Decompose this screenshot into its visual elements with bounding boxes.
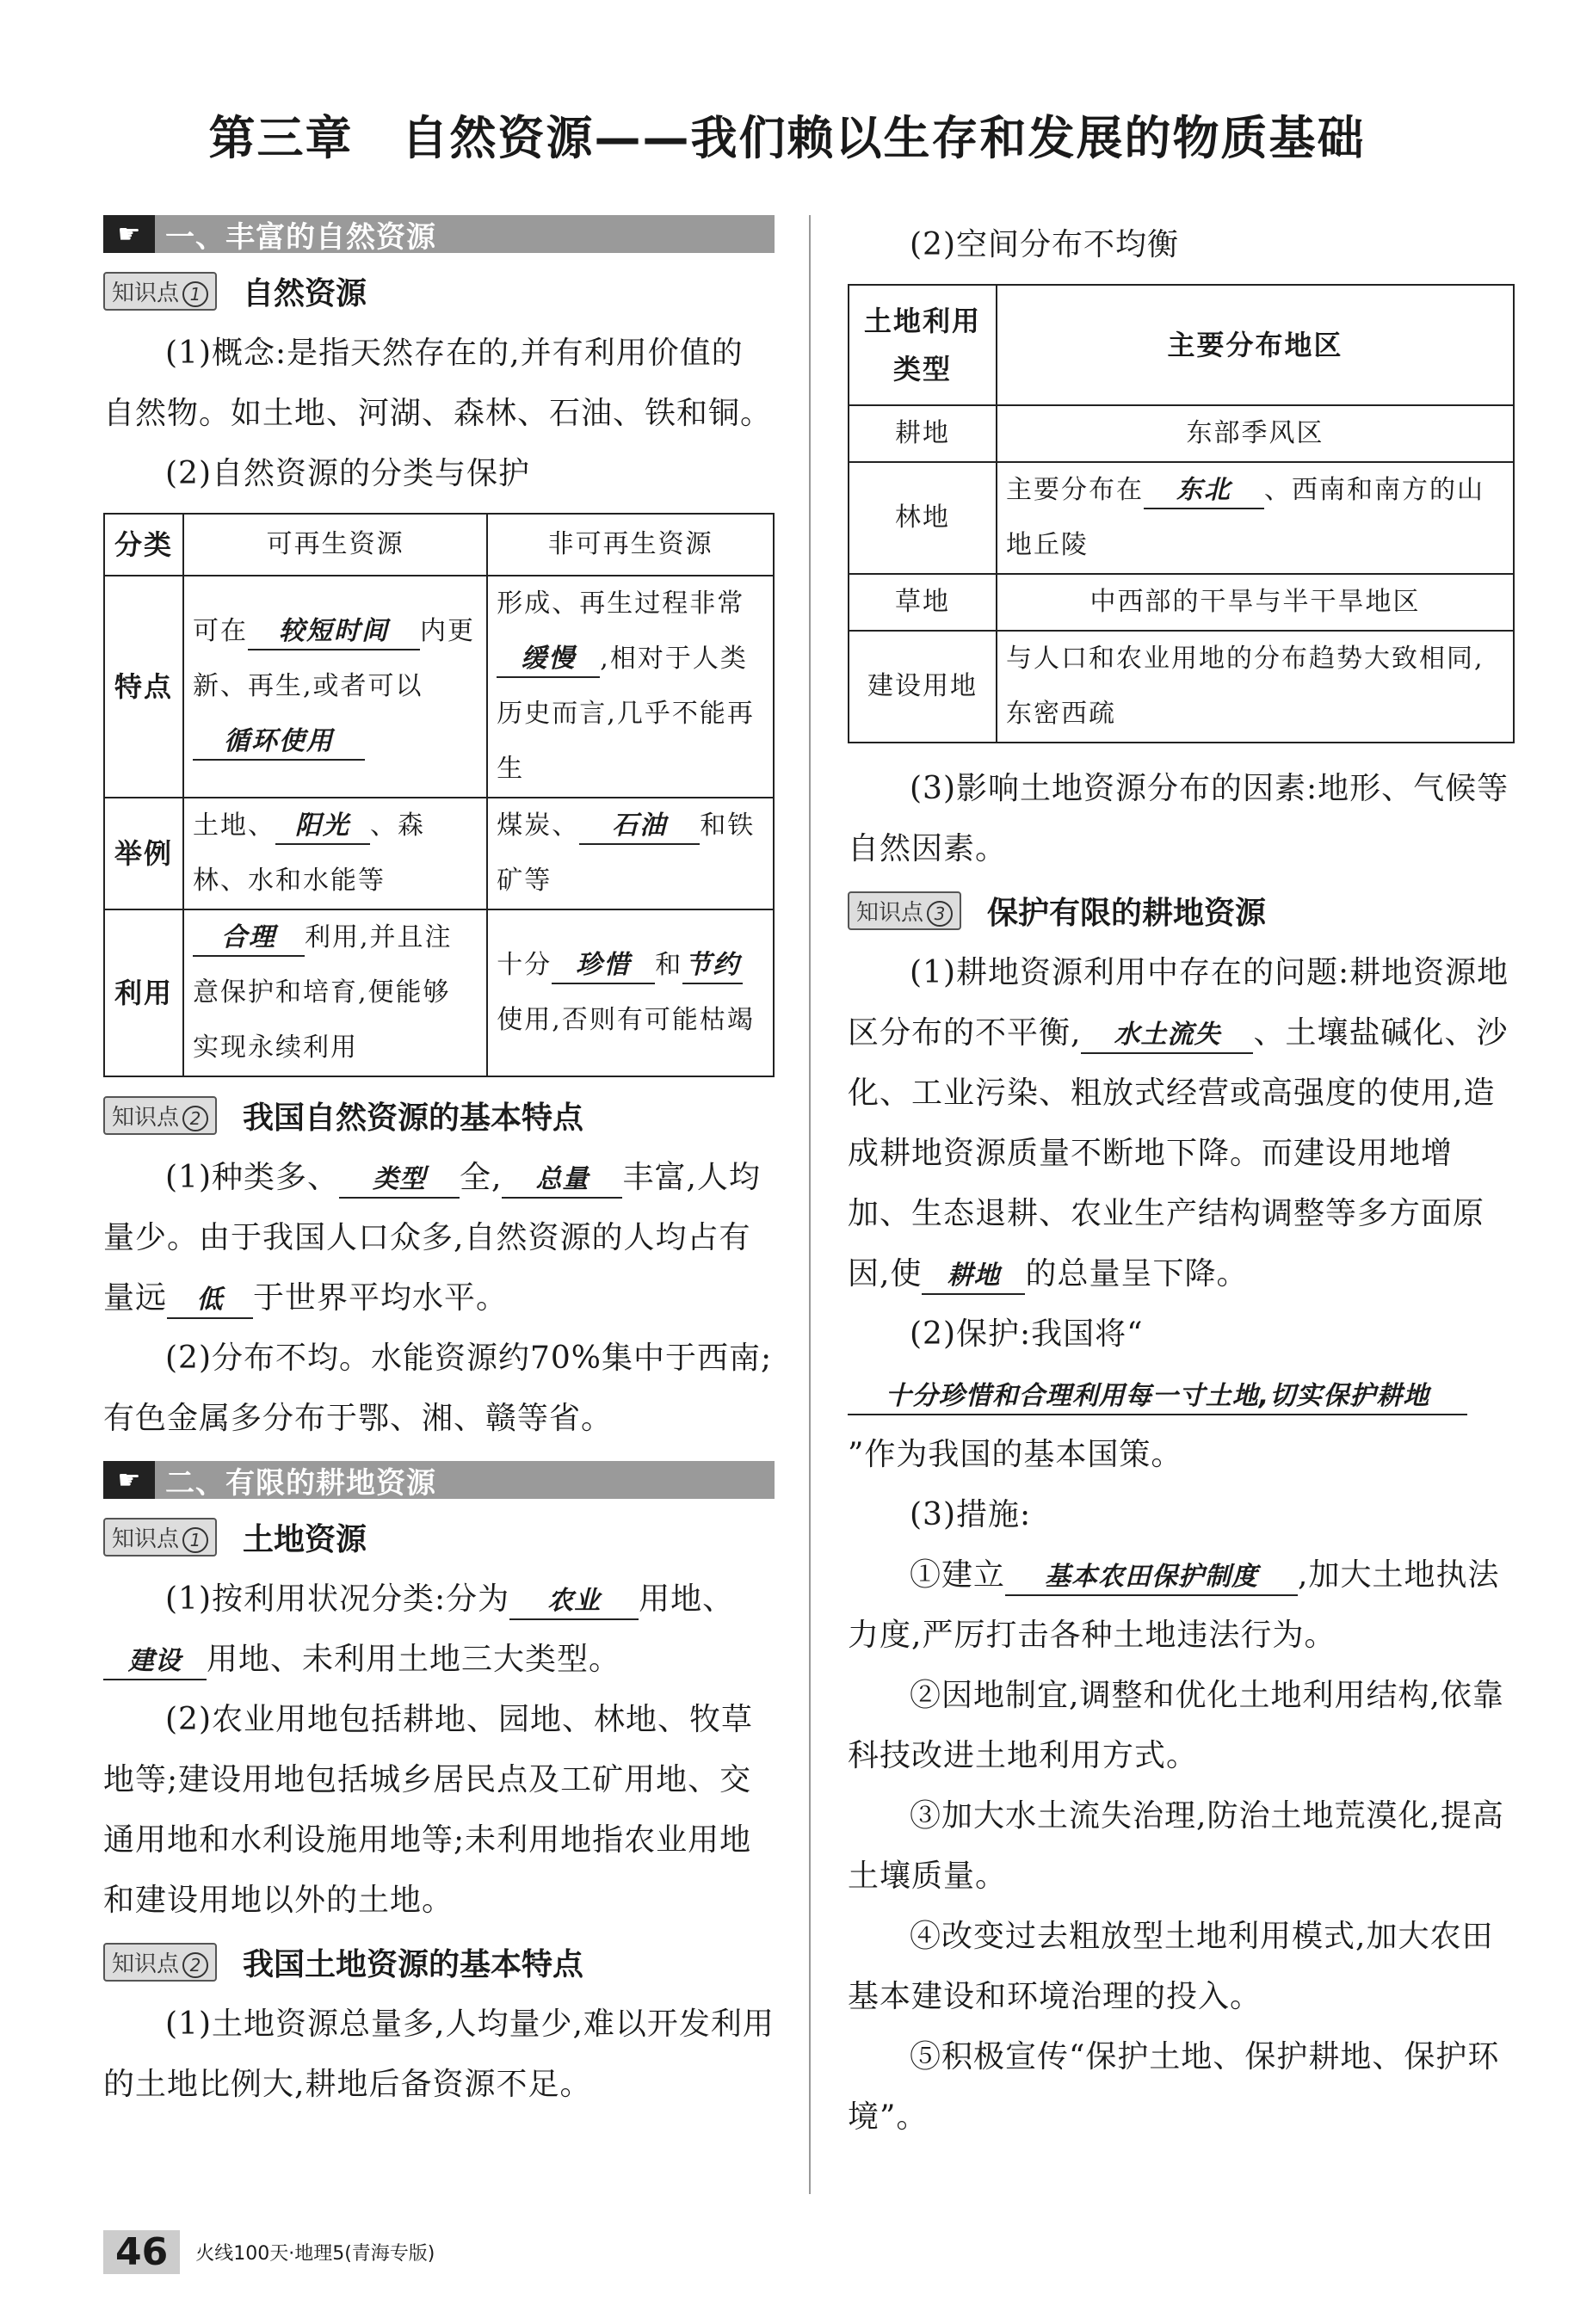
table-cell: 中西部的干旱与半干旱地区 bbox=[997, 574, 1514, 631]
resource-classification-table bbox=[103, 513, 775, 1077]
land-distribution-table bbox=[848, 284, 1515, 743]
pointing-hand-icon: ☛ bbox=[103, 1461, 155, 1499]
table-cell: 东部季风区 bbox=[997, 405, 1514, 462]
table-header: 分类 bbox=[104, 514, 183, 576]
table-cell: 主要分布在 东北 、西南和南方的山地丘陵 bbox=[997, 462, 1514, 574]
paragraph: (1)按利用状况分类:分为 农业 用地、建设 用地、未利用土地三大类型。 bbox=[103, 1569, 775, 1690]
knowledge-badge: 知识点 2 bbox=[103, 1096, 217, 1135]
paragraph: (2)保护:我国将“十分珍惜和合理利用每一寸土地,切实保护耕地”作为我国的基本国策。 bbox=[848, 1304, 1515, 1485]
knowledge-point bbox=[848, 888, 1515, 933]
page-footer bbox=[103, 2230, 435, 2274]
column-divider bbox=[809, 215, 811, 2194]
table-cell: 煤炭、 石油 和铁矿等 bbox=[487, 798, 774, 909]
paragraph: (1)种类多、 类型 全, 总量 丰富,人均量少。由于我国人口众多,自然资源的人均占有量远 低 于世界平均水平。 bbox=[103, 1148, 775, 1328]
pointing-hand-icon: ☛ bbox=[103, 215, 155, 253]
section-title: 二、有限的耕地资源 bbox=[165, 1465, 436, 1501]
table-cell: 土地、 阳光 、森林、水和水能等 bbox=[183, 798, 487, 909]
section-header bbox=[103, 215, 775, 253]
knowledge-point bbox=[103, 1939, 775, 1984]
table-cell: 十分 珍惜 和 节约使用,否则有可能枯竭 bbox=[487, 909, 774, 1076]
knowledge-badge: 知识点 2 bbox=[103, 1943, 217, 1982]
table-header: 非可再生资源 bbox=[487, 514, 774, 576]
knowledge-title: 土地资源 bbox=[243, 1521, 367, 1557]
knowledge-title: 保护有限的耕地资源 bbox=[987, 895, 1267, 931]
section-title: 一、丰富的自然资源 bbox=[165, 219, 436, 255]
paragraph: (1)概念:是指天然存在的,并有利用价值的自然物。如土地、河湖、森林、石油、铁和铜。 bbox=[103, 336, 773, 431]
knowledge-badge: 知识点 1 bbox=[103, 1518, 217, 1557]
paragraph: ⑤积极宣传“保护土地、保护耕地、保护环境”。 bbox=[848, 2039, 1500, 2135]
table-cell: 建设用地 bbox=[849, 631, 997, 743]
paragraph: (3)措施: bbox=[910, 1497, 1032, 1532]
table-header: 可再生资源 bbox=[183, 514, 487, 576]
table-cell: 林地 bbox=[849, 462, 997, 574]
row-header: 利用 bbox=[104, 909, 183, 1076]
paragraph: ④改变过去粗放型土地利用模式,加大农田基本建设和环境治理的投入。 bbox=[848, 1919, 1494, 2014]
row-header: 特点 bbox=[104, 576, 183, 798]
knowledge-title: 我国土地资源的基本特点 bbox=[243, 1946, 584, 1982]
table-cell: 草地 bbox=[849, 574, 997, 631]
table-header: 土地利用类型 bbox=[849, 285, 997, 405]
paragraph: ②因地制宜,调整和优化土地利用结构,依靠科技改进土地利用方式。 bbox=[848, 1678, 1504, 1773]
paragraph: (2)分布不均。水能资源约70%集中于西南;有色金属多分布于鄂、湘、赣等省。 bbox=[103, 1341, 773, 1436]
table-cell: 合理 利用,并且注意保护和培育,便能够实现永续利用 bbox=[183, 909, 487, 1076]
knowledge-title: 自然资源 bbox=[243, 275, 367, 311]
knowledge-badge: 知识点 3 bbox=[848, 891, 961, 930]
section-header bbox=[103, 1461, 775, 1499]
book-title: 火线100天·地理5(青海专版) bbox=[195, 2243, 435, 2265]
paragraph: ①建立 基本农田保护制度 ,加大土地执法力度,严厉打击各种土地违法行为。 bbox=[848, 1557, 1500, 1653]
paragraph: (1)土地资源总量多,人均量少,难以开发利用的土地比例大,耕地后备资源不足。 bbox=[103, 2007, 775, 2102]
paragraph: ③加大水土流失治理,防治土地荒漠化,提高土壤质量。 bbox=[848, 1798, 1504, 1894]
right-column bbox=[848, 215, 1515, 2148]
left-column bbox=[103, 215, 775, 2115]
table-cell: 形成、再生过程非常缓慢 ,相对于人类历史而言,几乎不能再生 bbox=[487, 576, 774, 798]
paragraph: (2)农业用地包括耕地、园地、林地、牧草地等;建设用地包括城乡居民点及工矿用地、交通用地和水利设施用地等;未利用地指农业用地和建设用地以外的土地。 bbox=[103, 1702, 753, 1918]
table-header: 主要分布地区 bbox=[997, 285, 1514, 405]
paragraph: (2)自然资源的分类与保护 bbox=[165, 456, 530, 491]
page-number: 46 bbox=[103, 2230, 180, 2274]
knowledge-point bbox=[103, 268, 775, 313]
paragraph: (2)空间分布不均衡 bbox=[910, 227, 1179, 262]
paragraph: (3)影响土地资源分布的因素:地形、气候等自然因素。 bbox=[848, 771, 1509, 866]
knowledge-title: 我国自然资源的基本特点 bbox=[243, 1100, 584, 1136]
page-title: 第三章 自然资源——我们赖以生存和发展的物质基础 bbox=[208, 111, 1366, 165]
table-cell: 耕地 bbox=[849, 405, 997, 462]
row-header: 举例 bbox=[104, 798, 183, 909]
table-cell: 可在 较短时间 内更新、再生,或者可以 循环使用 bbox=[183, 576, 487, 798]
knowledge-point bbox=[103, 1093, 775, 1137]
knowledge-point bbox=[103, 1514, 775, 1559]
table-cell: 与人口和农业用地的分布趋势大致相同,东密西疏 bbox=[997, 631, 1514, 743]
knowledge-badge: 知识点 1 bbox=[103, 272, 217, 311]
paragraph: (1)耕地资源利用中存在的问题:耕地资源地区分布的不平衡, 水土流失 、土壤盐碱化、沙化、工业污染、粗放式经营或高强度的使用,造成耕地资源质量不断地下降。而建设用地增加、生态退耕、农业生产结构调整等多方面原因,使 耕地 的总量呈下降。 bbox=[848, 943, 1515, 1304]
